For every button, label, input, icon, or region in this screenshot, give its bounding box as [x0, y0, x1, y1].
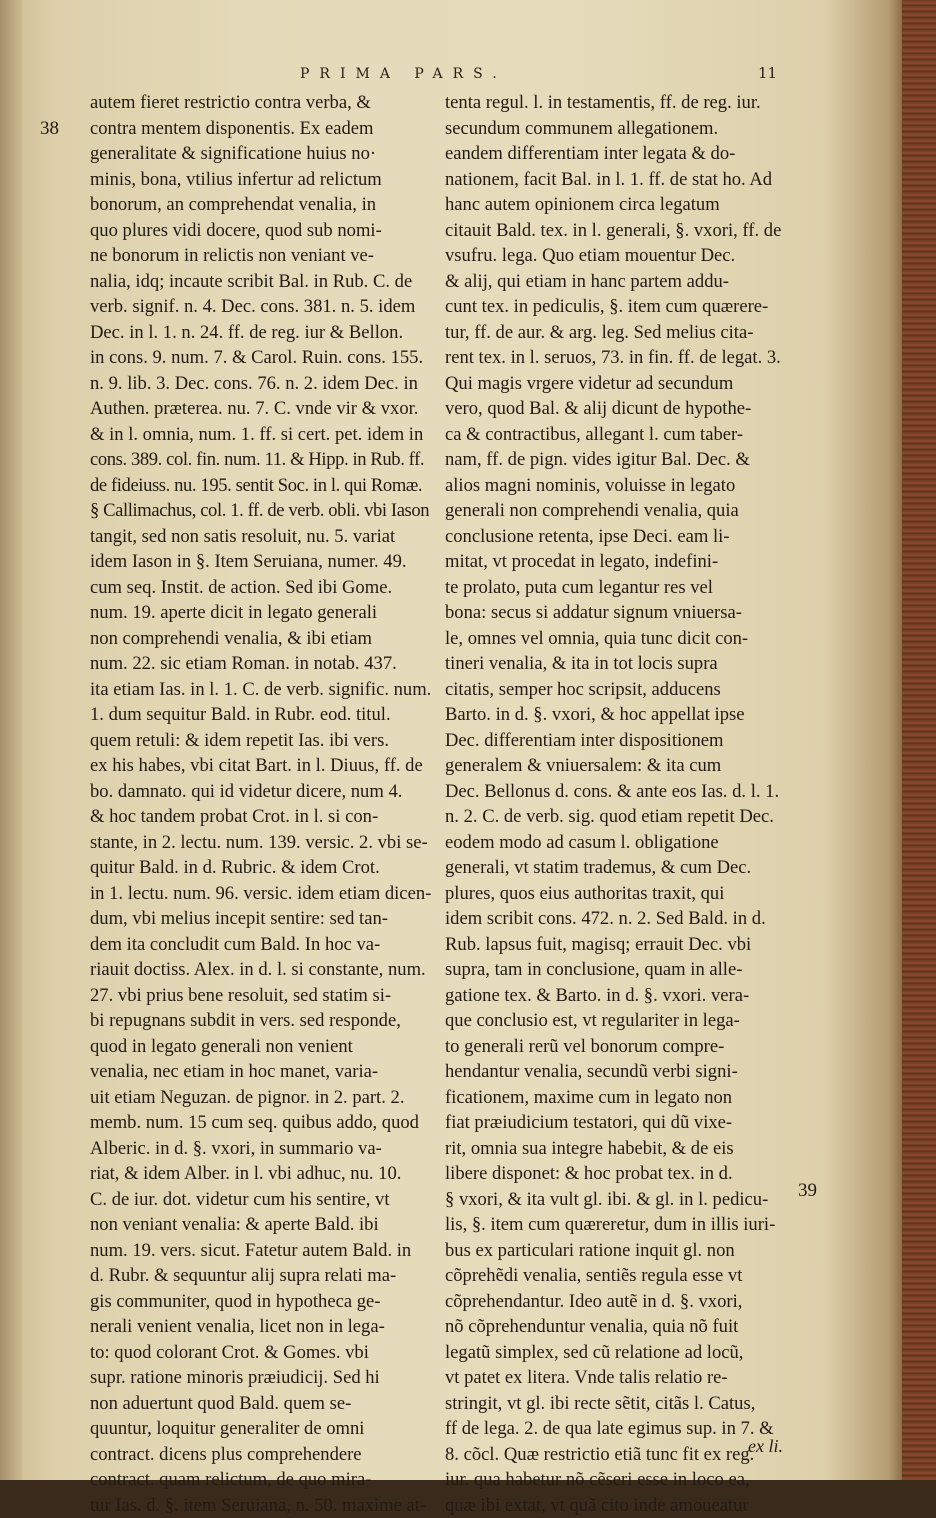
text-line: bo. damnato. qui id videtur dicere, num 4. — [90, 779, 435, 805]
text-line: vero, quod Bal. & alij dicunt de hypothe- — [445, 396, 790, 422]
text-line: supr. ratione minoris præiudicij. Sed hi — [90, 1365, 435, 1391]
text-line: rent tex. in l. seruos, 73. in fin. ff. de legat. 3. — [445, 345, 790, 371]
text-line: & alij, qui etiam in hanc partem addu- — [445, 269, 790, 295]
text-line: iur. qua habetur nõ cẽseri esse in loco ea, — [445, 1467, 790, 1493]
text-line: rit, omnia sua integre habebit, & de eis — [445, 1136, 790, 1162]
text-line: d. Rubr. & sequuntur alij supra relati ma- — [90, 1263, 435, 1289]
text-line: Qui magis vrgere videtur ad secundum — [445, 371, 790, 397]
text-line: ficationem, maxime cum in legato non — [445, 1085, 790, 1111]
text-line: idem scribit cons. 472. n. 2. Sed Bald. in d. — [445, 906, 790, 932]
text-line: mitat, vt procedat in legato, indefini- — [445, 549, 790, 575]
text-line: quitur Bald. in d. Rubric. & idem Crot. — [90, 855, 435, 881]
text-line: § Callimachus, col. 1. ff. de verb. obli. vbi Iason — [90, 498, 435, 524]
text-line: bi repugnans subdit in vers. sed responde, — [90, 1008, 435, 1034]
text-line: non veniant venalia: & aperte Bald. ibi — [90, 1212, 435, 1238]
text-line: n. 2. C. de verb. sig. quod etiam repetit Dec. — [445, 804, 790, 830]
catchword: ex li. — [748, 1436, 783, 1457]
page-edge — [902, 0, 936, 1480]
text-line: in 1. lectu. num. 96. versic. idem etiam dicen- — [90, 881, 435, 907]
text-line: ca & contractibus, allegant l. cum taber- — [445, 422, 790, 448]
text-line: Authen. præterea. nu. 7. C. vnde vir & vxor. — [90, 396, 435, 422]
text-line: citatis, semper hoc scripsit, adducens — [445, 677, 790, 703]
text-line: vt patet ex litera. Vnde talis relatio re- — [445, 1365, 790, 1391]
text-line: Barto. in d. §. vxori, & hoc appellat ipse — [445, 702, 790, 728]
text-line: venalia, nec etiam in hoc manet, varia- — [90, 1059, 435, 1085]
text-line: gatione tex. & Barto. in d. §. vxori. vera- — [445, 983, 790, 1009]
text-line: nerali venient venalia, licet non in lega- — [90, 1314, 435, 1340]
text-line: vsufru. lega. Quo etiam mouentur Dec. — [445, 243, 790, 269]
text-line: Dec. Bellonus d. cons. & ante eos Ias. d. l. 1. — [445, 779, 790, 805]
text-line: num. 22. sic etiam Roman. in notab. 437. — [90, 651, 435, 677]
text-line: riauit doctiss. Alex. in d. l. si constante, num. — [90, 957, 435, 983]
text-line: Dec. differentiam inter dispositionem — [445, 728, 790, 754]
text-line: nationem, facit Bal. in l. 1. ff. de stat ho. Ad — [445, 167, 790, 193]
text-line: lis, §. item cum quæreretur, dum in illis iuri- — [445, 1212, 790, 1238]
text-line: cunt tex. in pediculis, §. item cum quærere- — [445, 294, 790, 320]
text-line: contract. quam relictum, de quo mira- — [90, 1467, 435, 1493]
text-line: autem fieret restrictio contra verba, & — [90, 90, 435, 116]
left-text-column — [90, 90, 435, 1518]
text-line: C. de iur. dot. videtur cum his sentire, vt — [90, 1187, 435, 1213]
text-line: memb. num. 15 cum seq. quibus addo, quod — [90, 1110, 435, 1136]
text-line: generalem & vniuersalem: & ita cum — [445, 753, 790, 779]
text-line: 1. dum sequitur Bald. in Rubr. eod. titul. — [90, 702, 435, 728]
text-line: fiat præiudicium testatori, qui dũ vixe- — [445, 1110, 790, 1136]
text-line: to: quod colorant Crot. & Gomes. vbi — [90, 1340, 435, 1366]
text-line: non comprehendi venalia, & ibi etiam — [90, 626, 435, 652]
text-line: bona: secus si addatur signum vniuersa- — [445, 600, 790, 626]
text-line: supra, tam in conclusione, quam in alle- — [445, 957, 790, 983]
text-line: plures, quos eius authoritas traxit, qui — [445, 881, 790, 907]
text-line: citauit Bald. tex. in l. generali, §. vxori, ff. de — [445, 218, 790, 244]
text-line: quæ ibi extat, vt quã cito inde amoueatur — [445, 1493, 790, 1518]
page-number: 11 — [758, 64, 777, 82]
text-line: dem ita concludit cum Bald. In hoc va- — [90, 932, 435, 958]
text-line: & hoc tandem probat Crot. in l. si con- — [90, 804, 435, 830]
text-line: tenta regul. l. in testamentis, ff. de reg. iur. — [445, 90, 790, 116]
text-line: cum seq. Instit. de action. Sed ibi Gome. — [90, 575, 435, 601]
text-line: non aduertunt quod Bald. quem se- — [90, 1391, 435, 1417]
text-line: idem Iason in §. Item Seruiana, numer. 49. — [90, 549, 435, 575]
text-line: alios magni nominis, voluisse in legato — [445, 473, 790, 499]
text-line: contract. dicens plus comprehendere — [90, 1442, 435, 1468]
text-line: conclusione retenta, ipse Deci. eam li- — [445, 524, 790, 550]
text-line: generalitate & significatione huius no· — [90, 141, 435, 167]
right-text-column — [445, 90, 790, 1518]
text-line: minis, bona, vtilius infertur ad relictum — [90, 167, 435, 193]
text-line: num. 19. aperte dicit in legato generali — [90, 600, 435, 626]
text-line: generali, vt statim trademus, & cum Dec. — [445, 855, 790, 881]
text-line: eodem modo ad casum l. obligatione — [445, 830, 790, 856]
text-line: to generali rerũ vel bonorum compre- — [445, 1034, 790, 1060]
text-line: tineri venalia, & ita in tot locis supra — [445, 651, 790, 677]
text-line: eandem differentiam inter legata & do- — [445, 141, 790, 167]
text-line: ne bonorum in relictis non veniant ve- — [90, 243, 435, 269]
text-line: de fideiuss. nu. 195. sentit Soc. in l. qui Romæ. — [90, 473, 435, 499]
text-line: cons. 389. col. fin. num. 11. & Hipp. in Rub. ff. — [90, 447, 435, 473]
text-line: ita etiam Ias. in l. 1. C. de verb. signific. num. — [90, 677, 435, 703]
margin-note-left: 38 — [40, 118, 59, 140]
page-gutter — [0, 0, 22, 1480]
text-line: contra mentem disponentis. Ex eadem — [90, 116, 435, 142]
running-header: PRIMA PARS. — [300, 66, 800, 86]
text-line: Dec. in l. 1. n. 24. ff. de reg. iur & Bellon. — [90, 320, 435, 346]
text-line: riat, & idem Alber. in l. vbi adhuc, nu. 10. — [90, 1161, 435, 1187]
text-line: libere disponet: & hoc probat tex. in d. — [445, 1161, 790, 1187]
margin-note-right: 39 — [798, 1180, 817, 1202]
text-line: nam, ff. de pign. vides igitur Bal. Dec. & — [445, 447, 790, 473]
text-line: quod in legato generali non venient — [90, 1034, 435, 1060]
text-line: in cons. 9. num. 7. & Carol. Ruin. cons. 155. — [90, 345, 435, 371]
text-line: hendantur venalia, secundũ verbi signi- — [445, 1059, 790, 1085]
text-line: le, omnes vel omnia, quia tunc dicit con- — [445, 626, 790, 652]
text-line: bus ex particulari ratione inquit gl. non — [445, 1238, 790, 1264]
text-line: te prolato, puta cum legantur res vel — [445, 575, 790, 601]
text-line: num. 19. vers. sicut. Fatetur autem Bald. in — [90, 1238, 435, 1264]
text-line: generali non comprehendi venalia, quia — [445, 498, 790, 524]
text-line: stante, in 2. lectu. num. 139. versic. 2. vbi se- — [90, 830, 435, 856]
text-line: § vxori, & ita vult gl. ibi. & gl. in l. pedicu- — [445, 1187, 790, 1213]
text-line: dum, vbi melius incepit sentire: sed tan- — [90, 906, 435, 932]
text-line: quuntur, loquitur generaliter de omni — [90, 1416, 435, 1442]
text-line: nalia, idq; incaute scribit Bal. in Rub. C. de — [90, 269, 435, 295]
text-line: cõprehẽdi venalia, sentiẽs regula esse vt — [445, 1263, 790, 1289]
text-line: cõprehendantur. Ideo autẽ in d. §. vxori, — [445, 1289, 790, 1315]
text-line: quem retuli: & idem repetit Ias. ibi vers. — [90, 728, 435, 754]
text-line: Alberic. in d. §. vxori, in summario va- — [90, 1136, 435, 1162]
text-line: Rub. lapsus fuit, magisq; errauit Dec. vbi — [445, 932, 790, 958]
text-line: ff de lega. 2. de qua late egimus sup. in 7. & — [445, 1416, 790, 1442]
text-line: gis communiter, quod in hypotheca ge- — [90, 1289, 435, 1315]
text-line: tur Ias. d. §. item Seruiana, n. 50. maxime at- — [90, 1493, 435, 1518]
text-line: 27. vbi prius bene resoluit, sed statim si- — [90, 983, 435, 1009]
text-line: tur, ff. de aur. & arg. leg. Sed melius cita- — [445, 320, 790, 346]
text-line: n. 9. lib. 3. Dec. cons. 76. n. 2. idem Dec. in — [90, 371, 435, 397]
text-line: verb. signif. n. 4. Dec. cons. 381. n. 5. idem — [90, 294, 435, 320]
text-line: uit etiam Neguzan. de pignor. in 2. part. 2. — [90, 1085, 435, 1111]
text-line: & in l. omnia, num. 1. ff. si cert. pet. idem in — [90, 422, 435, 448]
text-line: legatũ simplex, sed cũ relatione ad locũ, — [445, 1340, 790, 1366]
text-line: tangit, sed non satis resoluit, nu. 5. variat — [90, 524, 435, 550]
text-line: secundum communem allegationem. — [445, 116, 790, 142]
text-line: bonorum, an comprehendat venalia, in — [90, 192, 435, 218]
text-line: hanc autem opinionem circa legatum — [445, 192, 790, 218]
text-line: ex his habes, vbi citat Bart. in l. Diuus, ff. de — [90, 753, 435, 779]
text-line: nõ cõprehenduntur venalia, quia nõ fuit — [445, 1314, 790, 1340]
text-line: 8. cõcl. Quæ restrictio etiã tunc fit ex reg. — [445, 1442, 790, 1468]
text-line: stringit, vt gl. ibi recte sẽtit, citãs l. Catus, — [445, 1391, 790, 1417]
text-line: quo plures vidi docere, quod sub nomi- — [90, 218, 435, 244]
text-line: que conclusio est, vt regulariter in lega- — [445, 1008, 790, 1034]
